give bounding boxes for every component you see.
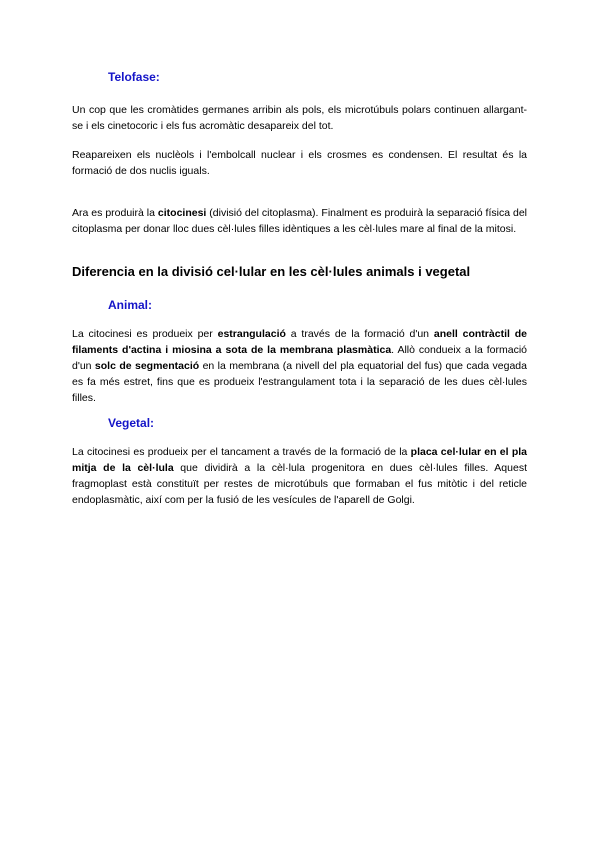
vegetal-heading: Vegetal: (108, 416, 155, 430)
animal-text-4: en la membrana (a nivell del pla equatorial del fus) que cada vegada es fa més estret, fins que es produeix l'estrangulament tota i la separació de les dues cèl·lules filles. (72, 360, 527, 404)
animal-bold-3: solc de segmentació (94, 360, 200, 372)
animal-text-2: a través de la formació d'un (285, 328, 434, 340)
section-title: Diferencia en la divisió cel·lular en les cèl·lules animals i vegetal (72, 264, 471, 279)
animal-heading: Animal: (108, 298, 153, 312)
animal-text-3: . Allò condueix a la formació d'un (72, 344, 527, 372)
vegetal-paragraph (72, 444, 527, 508)
animal-text-1: La citocinesi es produeix per (72, 328, 218, 340)
telofase-paragraph-1: Un cop que les cromàtides germanes arribin als pols, els microtúbuls polars continuen allargant-se i els cinetocoric i els fus acromàtic desapareix del tot. (72, 104, 527, 132)
telofase-p3-text-a: Ara es produirà la (72, 207, 158, 219)
telofase-heading: Telofase: (108, 70, 160, 84)
telofase-p3-text-c: (divisió del citoplasma). Finalment es produirà la separació física del citoplasma per donar lloc dues cèl·lules filles idèntiques a les cèl·lules mare al final de la mitosi. (72, 207, 527, 235)
telofase-paragraph-3 (72, 205, 527, 237)
animal-bold-1: estrangulació (217, 328, 286, 340)
vegetal-text-2: que dividirà a la cèl·lula progenitora en dues cèl·lules filles. Aquest fragmoplast està constituït per restes de microtúbuls que formaban el fus mitòtic i del reticle endoplasmàtic, així com per la fusió de les vesícules de l'aparell de Golgi. (72, 462, 527, 506)
vegetal-text-1: La citocinesi es produeix per el tancament a través de la formació de la (72, 446, 411, 458)
vegetal-bold-1: placa cel·lular en el pla mitja de la cèl·lula (72, 446, 527, 474)
animal-paragraph (72, 326, 527, 406)
animal-bold-2: anell contràctil de filaments d'actina i miosina a sota de la membrana plasmàtica (72, 328, 527, 356)
citocinesi-term: citocinesi (157, 207, 207, 219)
telofase-paragraph-2: Reapareixen els nuclèols i l'embolcall nuclear i els crosmes es condensen. El resultat és la formació de dos nuclis iguals. (72, 149, 527, 177)
